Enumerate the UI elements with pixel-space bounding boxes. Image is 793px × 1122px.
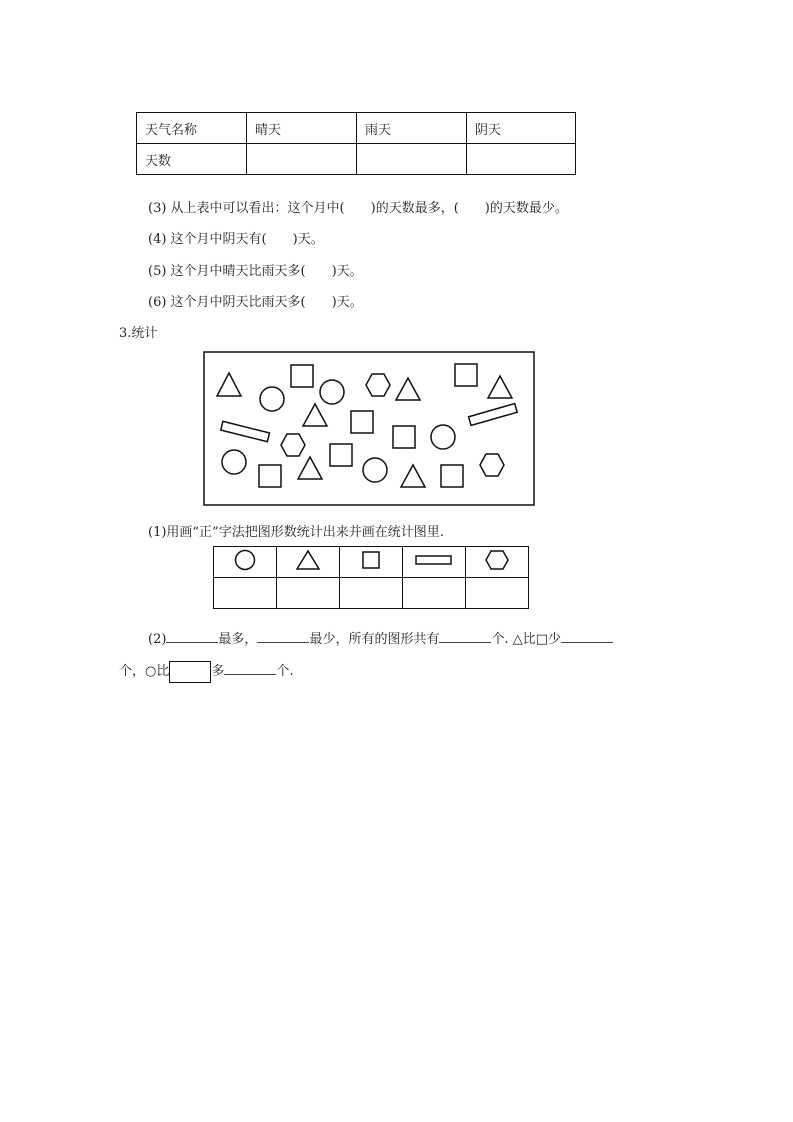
header-cell: 阴天	[467, 113, 576, 144]
rectangle-icon	[403, 547, 466, 578]
answer-box[interactable]	[169, 661, 211, 683]
header-cell: 天气名称	[137, 113, 247, 144]
section-title: 3.统计	[119, 326, 158, 341]
triangle-icon	[217, 373, 512, 487]
q2-text: 个.	[276, 664, 294, 679]
tally-cell[interactable]	[340, 578, 403, 609]
q2-text: 个. △比□少	[491, 632, 561, 647]
tally-cell[interactable]	[466, 578, 529, 609]
answer-blank[interactable]	[561, 630, 613, 643]
answer-blank[interactable]	[257, 630, 309, 643]
tally-cell[interactable]	[277, 578, 340, 609]
tally-cell[interactable]	[214, 578, 277, 609]
question-1: (1)用画“正”字法把图形数统计出来并画在统计图里.	[148, 525, 444, 540]
question-2-line1	[148, 628, 613, 647]
question-4: (4) 这个月中阴天有( )天。	[148, 232, 324, 247]
hexagon-icon	[466, 547, 529, 578]
question-5: (5) 这个月中晴天比雨天多( )天。	[148, 264, 363, 279]
q2-text: 最多，	[218, 632, 258, 647]
header-cell: 晴天	[247, 113, 357, 144]
answer-blank[interactable]	[166, 630, 218, 643]
header-cell: 雨天	[357, 113, 467, 144]
tally-cell[interactable]	[403, 578, 466, 609]
square-icon	[340, 547, 403, 578]
shapes-figure	[0, 0, 793, 560]
answer-blank[interactable]	[439, 630, 491, 643]
q2-text: 最少，所有的图形共有	[309, 632, 440, 647]
row-label: 天数	[137, 144, 247, 175]
answer-blank[interactable]	[224, 662, 276, 675]
q2-prefix: (2)	[148, 632, 167, 647]
tally-table	[213, 546, 529, 609]
question-6: (6) 这个月中阴天比雨天多( )天。	[148, 295, 363, 310]
question-3: (3) 从上表中可以看出：这个月中( )的天数最多，( )的天数最少。	[148, 201, 568, 216]
triangle-icon	[277, 547, 340, 578]
q2-text: 个，○比	[119, 664, 170, 679]
q2-text: 多	[211, 664, 225, 679]
question-2-line2	[119, 660, 294, 683]
circle-icon	[214, 547, 277, 578]
